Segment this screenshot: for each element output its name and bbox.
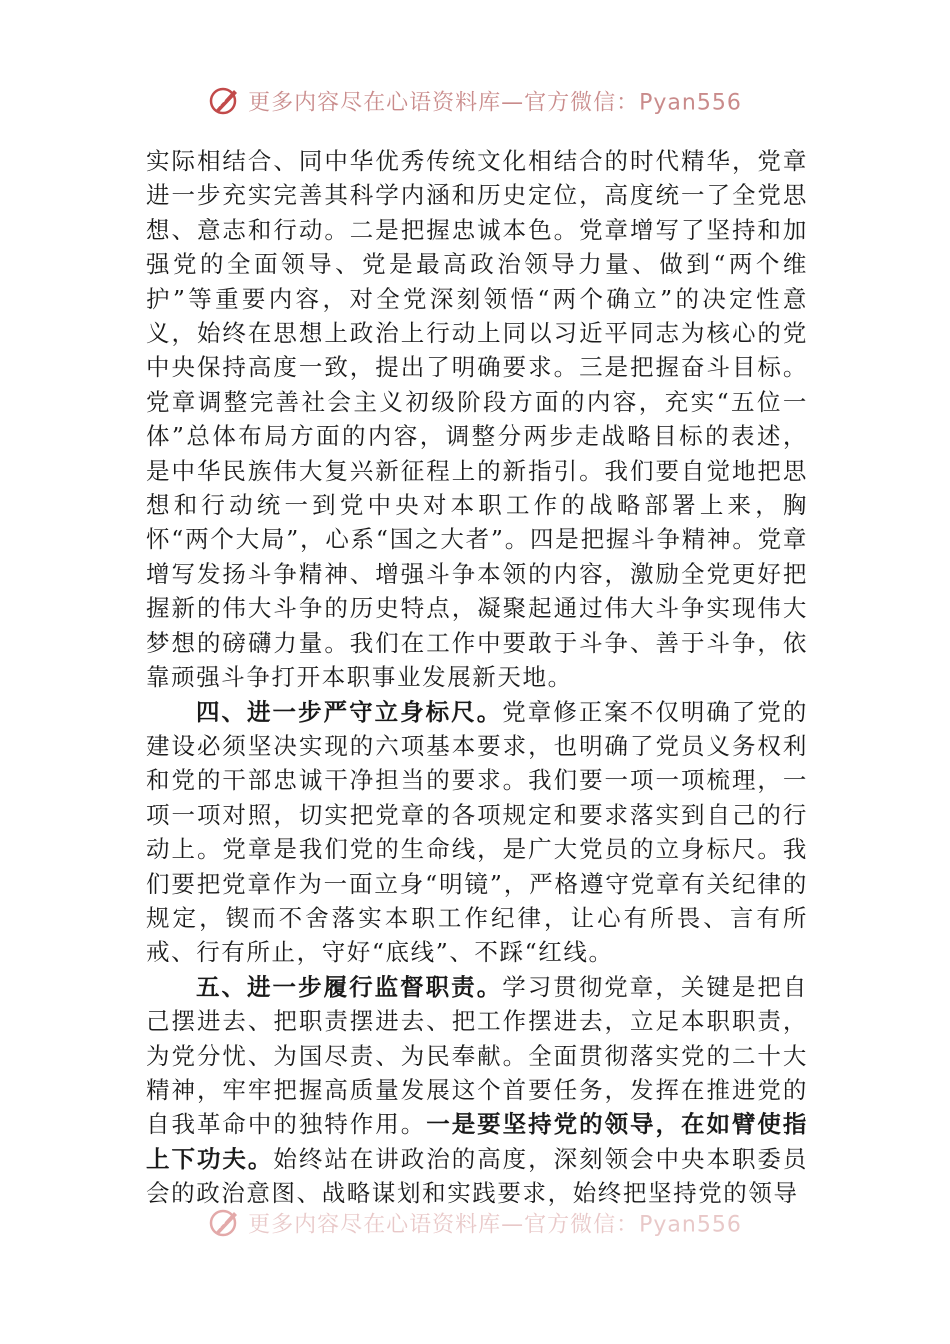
- document-body: [146, 144, 808, 1211]
- section-heading: 四、进一步严守立身标尺。: [196, 697, 503, 726]
- watermark-text: 更多内容尽在心语资料库—官方微信：Pyan556: [248, 90, 742, 116]
- paragraph-text: 党章修正案不仅明确了党的建设必须坚决实现的六项基本要求，也明确了党员义务权利和党的干部忠诚干净担当的要求。我们要一项一项梳理，一项一项对照，切实把党章的各项规定和要求落实到自己的行动上。党章是我们党的生命线，是广大党员的立身标尺。我们要把党章作为一面立身“明镜”，严格遵守党章有关纪律的规定，锲而不舍落实本职工作纪律，让心有所畏、言有所戒、行有所止，守好“底线”、不踩“红线。: [146, 697, 809, 967]
- svg-text:P: P: [218, 95, 227, 109]
- svg-text:P: P: [218, 1217, 227, 1231]
- sub-point-heading: 一是要坚持党的领导，在如臂使指上下功夫。: [146, 1110, 808, 1173]
- pen-logo-icon: [208, 84, 242, 118]
- paragraph-text: 学习贯彻党章，关键是把自己摆进去、把职责摆进去、把工作摆进去，立足本职职责，为党分忧、为国尽责、为民奉献。全面贯彻落实党的二十大精神，牢牢把握高质量发展这个首要任务，发挥在推进党的自我革命中的独特作用。: [146, 972, 809, 1139]
- paragraph-continuation: [146, 144, 808, 695]
- paragraph-text: 实际相结合、同中华优秀传统文化相结合的时代精华，党章进一步充实完善其科学内涵和历史定位，高度统一了全党思想、意志和行动。二是把握忠诚本色。党章增写了坚持和加强党的全面领导、党是最高政治领导力量、做到“两个维护”等重要内容，对全党深刻领悟“两个确立”的决定性意义，始终在思想上政治上行动上同以习近平同志为核心的党中央保持高度一致，提出了明确要求。三是把握奋斗目标。党章调整完善社会主义初级阶段方面的内容，充实“五位一体”总体布局方面的内容，调整分两步走战略目标的表述，是中华民族伟大复兴新征程上的新指引。我们要自觉地把思想和行动统一到党中央对本职工作的战略部署上来，胸怀“两个大局”，心系“国之大者”。四是把握斗争精神。党章增写发扬斗争精神、增强斗争本领的内容，激励全党更好把握新的伟大斗争的历史特点，凝聚起通过伟大斗争实现伟大梦想的磅礴力量。我们在工作中要敢于斗争、善于斗争，依靠顽强斗争打开本职事业发展新天地。: [146, 147, 808, 692]
- paragraph-text-continued: 始终站在讲政治的高度，深刻领会中央本职委员会的政治意图、战略谋划和实践要求，始终把坚持党的领导: [146, 1144, 809, 1208]
- paragraph-section-four: [146, 695, 808, 970]
- section-heading: 五、进一步履行监督职责。: [196, 972, 503, 1001]
- footer-watermark: [0, 1206, 950, 1240]
- watermark-text: 更多内容尽在心语资料库—官方微信：Pyan556: [248, 1212, 742, 1238]
- paragraph-section-five: [146, 970, 808, 1211]
- header-watermark: [0, 84, 950, 118]
- pen-logo-icon: [208, 1206, 242, 1240]
